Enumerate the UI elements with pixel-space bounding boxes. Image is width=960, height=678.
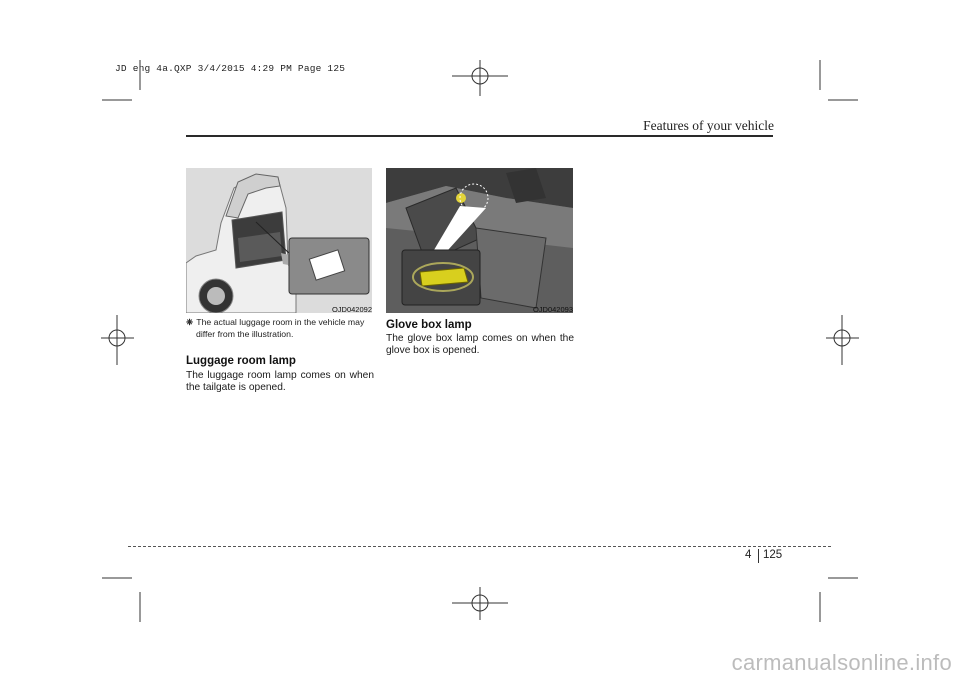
section-title: Features of your vehicle [643,118,774,133]
figure-code-2: OJD042093 [532,305,573,314]
chapter-number: 4 [745,549,752,561]
glove-box-lamp-text [386,333,574,357]
luggage-room-lamp-heading: Luggage room lamp [186,355,296,367]
footer-rule [128,546,831,547]
page-number-separator [758,549,759,563]
glove-box-lamp-heading: Glove box lamp [386,319,472,331]
illustration-note [186,316,374,340]
glove-box-illustration [386,168,573,313]
section-rule [186,135,773,137]
glove-line-1: The glove box lamp comes on when the [386,333,574,344]
glove-line-2: glove box is opened. [386,345,480,356]
note-symbol: ❈ [186,317,194,327]
page-number: 125 [763,549,783,561]
note-line-2: differ from the illustration. [196,329,294,339]
note-line-1: The actual luggage room in the vehicle may [196,317,365,327]
glove-box-figure [386,168,573,313]
luggage-room-illustration [186,168,372,313]
luggage-line-2: the tailgate is opened. [186,382,286,393]
figure-code-1: OJD042092 [331,305,372,314]
printer-slug: JD eng 4a.QXP 3/4/2015 4:29 PM Page 125 [115,63,346,74]
luggage-line-1: The luggage room lamp comes on when [186,370,374,381]
luggage-room-figure [186,168,372,313]
watermark: carmanualsonline.info [731,650,952,675]
luggage-room-lamp-text [186,370,374,394]
